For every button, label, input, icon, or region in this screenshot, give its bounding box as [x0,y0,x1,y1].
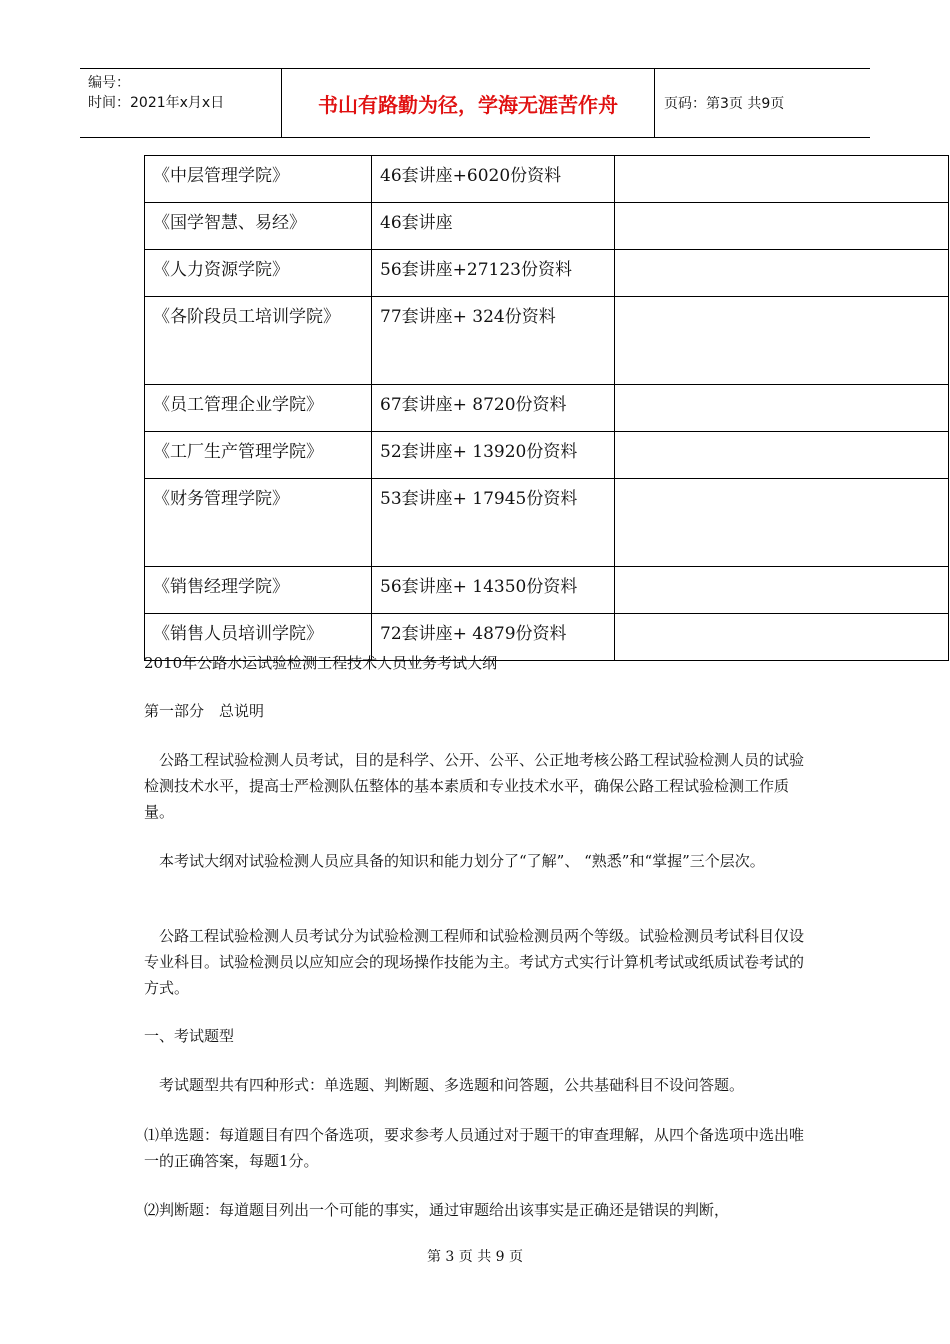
course-extra [615,156,949,203]
time-label: 时间：2021年x月x日 [88,95,225,111]
course-extra [615,614,949,661]
course-name: 《员工管理企业学院》 [145,385,372,432]
course-name: 《工厂生产管理学院》 [145,432,372,479]
table-row [145,156,949,203]
course-desc: 77套讲座+ 324份资料 [372,297,615,385]
course-name: 《各阶段员工培训学院》 [145,297,372,385]
paragraph: 考试题型共有四种形式：单选题、判断题、多选题和问答题，公共基础科目不设问答题。 [144,1076,745,1094]
paragraph: 公路工程试验检测人员考试分为试验检测工程师和试验检测员两个等级。试验检测员考试科目仅设专业科目。试验检测员以应知应会的现场操作技能为主。考试方式实行计算机考试或纸质试卷考试的方式。 [144,927,805,997]
course-extra [615,203,949,250]
table-row [145,297,949,385]
course-extra [615,297,949,385]
course-desc: 56套讲座+ 14350份资料 [372,567,615,614]
course-name: 《人力资源学院》 [145,250,372,297]
course-extra [615,385,949,432]
paragraph: 本考试大纲对试验检测人员应具备的知识和能力划分了“了解”、 “熟悉”和“掌握”三个层次。 [144,852,765,870]
header-page-code: 页码：第3页 共9页 [664,96,785,112]
course-table [144,155,949,661]
course-name: 《销售经理学院》 [145,567,372,614]
table-row [145,385,949,432]
page-footer: 第 3 页 共 9 页 [426,1249,524,1265]
course-desc: 53套讲座+ 17945份资料 [372,479,615,567]
course-extra [615,250,949,297]
table-row [145,567,949,614]
course-desc: 72套讲座+ 4879份资料 [372,614,615,661]
table-row [145,203,949,250]
section-heading: 一、考试题型 [144,1027,235,1045]
number-label: 编号： [88,75,130,91]
doc-title: 2010年公路水运试验检测工程技术人员业务考试大纲 [144,654,498,672]
header-motto: 书山有路勤为径，学海无涯苦作舟 [282,69,655,137]
course-desc: 46套讲座+6020份资料 [372,156,615,203]
course-name: 《中层管理学院》 [145,156,372,203]
paragraph: ⑵判断题：每道题目列出一个可能的事实，通过审题给出该事实是正确还是错误的判断， [144,1201,730,1219]
course-desc: 67套讲座+ 8720份资料 [372,385,615,432]
course-desc: 52套讲座+ 13920份资料 [372,432,615,479]
page-header [80,68,870,138]
paragraph: ⑴单选题：每道题目有四个备选项，要求参考人员通过对于题干的审查理解，从四个备选项中选出唯一的正确答案，每题1分。 [144,1126,805,1170]
table-row [145,250,949,297]
table-row [145,432,949,479]
paragraph: 公路工程试验检测人员考试，目的是科学、公开、公平、公正地考核公路工程试验检测人员的试验检测技术水平，提高士严检测队伍整体的基本素质和专业技术水平，确保公路工程试验检测工作质量。 [144,751,805,821]
header-meta [80,69,282,137]
part-heading: 第一部分 总说明 [144,702,265,720]
course-desc: 56套讲座+27123份资料 [372,250,615,297]
course-desc: 46套讲座 [372,203,615,250]
course-extra [615,567,949,614]
course-extra [615,479,949,567]
course-name: 《销售人员培训学院》 [145,614,372,661]
course-extra [615,432,949,479]
table-row [145,479,949,567]
course-name: 《国学智慧、易经》 [145,203,372,250]
course-name: 《财务管理学院》 [145,479,372,567]
